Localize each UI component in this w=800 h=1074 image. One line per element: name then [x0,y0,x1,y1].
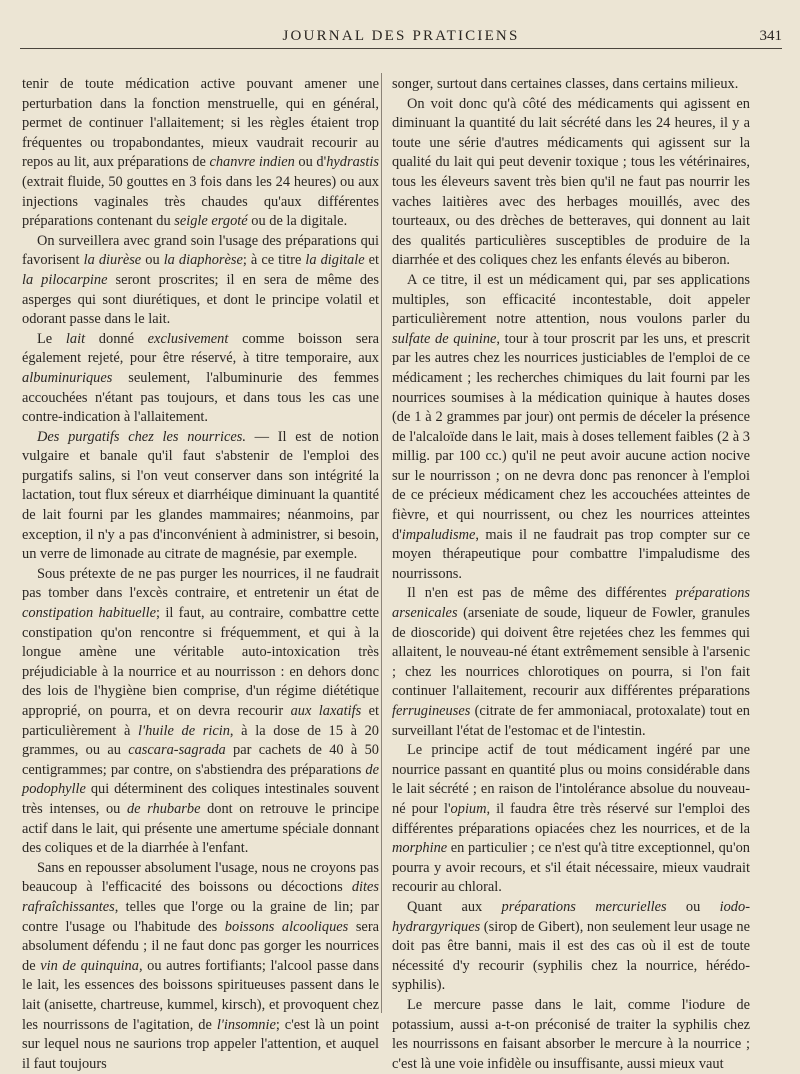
italic-text: lait [65,330,86,347]
italic-text: constipation habituelle [22,605,157,622]
text-run: seront proscrites; il en sera de même des asperges qui sont diurétiques, et dont le principe volatil et odorant passe dans le lait. [22,271,379,328]
page-header [20,26,782,49]
text-run: tenir de toute médication active pouvant amener une perturbation dans la fonction menstruelle, qui en général, permet de continuer l'allaitement; si les règles étaient trop fréquentes ou tropabondantes, mieux vaudrait recourir au repos au lit, aux préparations de [22,76,379,171]
italic-text: albuminuriques [22,369,113,386]
italic-text: ferrugineuses [392,703,471,719]
text-run: ou [666,898,720,915]
italic-text: aux laxatifs [290,703,362,719]
italic-text: préparations arsenicales [392,585,750,622]
paragraph [392,271,750,585]
paragraph [392,741,750,898]
italic-text: exclusivement [147,330,229,347]
page-number: 341 [759,28,782,44]
text-run: en particulier ; ce n'est qu'à titre exceptionnel, qu'on pourra y avoir recours, et s'il était nécessaire, mieux vaudrait recourir au chloral. [392,840,750,896]
paragraph [22,565,379,859]
paragraph [392,75,750,95]
left-column [22,75,379,1074]
text-run: comme boisson sera également rejeté, pour être réservé, à titre temporaire, aux [22,330,379,367]
text-run: sera absolument défendu ; il ne faut donc pas gorger les nourrices de [22,918,379,974]
italic-text: boissons alcooliques [224,918,349,935]
text-run: donné [85,330,148,347]
text-run: Sous prétexte de ne pas purger les nourrices, il ne faudrait pas tomber dans l'excès contraire, et entretenir un état de [22,565,379,602]
italic-text: impaludisme [401,526,476,543]
text-run: dont on retrouve le principe actif dans le lait, qui présente une amertume spéciale donnant des coliques et de la diarrhée à l'enfant. [22,800,379,857]
paragraph [392,95,750,271]
text-run: seulement, l'albuminurie des femmes accouchées n'étant pas toujours, et dans tous les cas une contre-indication à l'allaitement. [22,369,379,426]
text-run: (arseniate de soude, liqueur de Fowler, granules de dioscoride) qui doivent être rejetées chez les femmes qui allaitent, le nouveau-né étant extrêmement sensible à l'arsenic ; chez les nourrices chlorotiques on pourra, si l'on fait continuer l'allaitement, recourir aux différentes préparations [392,605,750,700]
italic-text: préparations mercurielles [501,898,667,915]
text-run: et particulièrement à [22,703,380,739]
paragraph [22,859,379,1074]
text-run: On surveillera avec grand soin l'usage des préparations qui favorisent [22,232,379,269]
paragraph [392,996,750,1074]
text-run: Sans en repousser absolument l'usage, nous ne croyons pas beaucoup à l'efficacité des boissons ou décoctions [22,859,379,896]
text-run: qui déterminent des coliques intestinales souvent très intenses, ou [22,781,379,817]
italic-text: la diaphorèse [163,252,243,269]
text-run: ou d' [294,154,327,171]
italic-text: la digitale [305,252,365,269]
text-run: Il n'en est pas de même des différentes [407,585,676,602]
italic-text: sulfate de quinine [392,330,497,347]
italic-text: de podophylle [22,761,379,798]
text-run: On voit donc qu'à côté des médicaments qui agissent en diminuant la quantité du lait sécrété dans les 24 heures, il y a toute une série d'autres médicaments qui agissent sur la qualité du lait qui peut devenir toxique ; tous les vétérinaires, tous les éleveurs savent très bien qu'il ne faut pas nourrir les vaches laitières avec des herbages mouillés, avec des tourteaux, ou des drèches de betteraves, qui donnent au lait des qualités particulières susceptibles de produire de la diarrhée et des coliques chez les enfants élevés au biberon. [392,95,750,269]
text-run: et [364,252,380,269]
paragraph [22,428,379,565]
text-run: (sirop de Gibert), non seulement leur usage ne doit pas être banni, mais il est des cas où il est de toute nécessité d'y recourir (syphilis chez la nourrice, hérédo-syphilis). [392,918,750,994]
text-run: ; à ce titre [242,252,306,269]
text-run: , telles que l'orge ou la graine de lin; par contre l'usage ou l'habitude des [22,898,379,935]
text-run: (citrate de fer ammoniacal, protoxalate) tout en surveillant l'état de l'estomac et de l'intestin. [392,703,750,739]
text-run: ; c'est là un point sur lequel nous ne saurions trop appeler l'attention, et auquel il faut toujours [22,1016,379,1072]
text-run: , mais il ne faudrait pas trop compter sur ce moyen thérapeutique pour combattre l'impaludisme des nourrissons. [392,526,750,582]
italic-text: morphine [392,840,448,857]
italic-text: la diurèse [83,252,142,269]
italic-text: Des purgatifs chez les nourrices. [37,428,246,445]
paragraph [392,584,750,741]
text-run: par cachets de 40 à 50 centigrammes; par contre, on s'abstiendra des préparations [22,742,379,778]
text-run: Quant aux [407,898,502,915]
text-run: Le [37,330,66,347]
italic-text: dites rafraîchissantes [22,879,379,915]
text-run: (extrait fluide, 50 gouttes en 3 fois dans les 24 heures) ou aux injections vaginales très chaudes qu'aux différentes préparations contenant du [22,173,379,230]
italic-text: seigle ergoté [174,213,248,230]
italic-text: cascara-sagrada [128,742,226,759]
italic-text: l'insomnie [216,1016,276,1033]
text-run: — Il est de notion vulgaire et banale qu'il faut s'abstenir de l'emploi des purgatifs salins, si l'on veut conserver dans son intégrité la lactation, tout flux séreux et diarrhéique diminuant la quantité de lait fourni par les glandes mammaires; néanmoins, par exception, il n'y a pas d'inconvénient à administrer, si besoin, un verre de limonade au citrate de magnésie, par exemple. [22,428,379,563]
text-run: ; il faut, au contraire, combattre cette constipation qu'on rencontre si fréquemment, et qui à la longue amène une véritable auto-intoxication très préjudiciable à la nourrice et au nourrisson : en dehors donc des lois de l'hygiène bien comprise, d'un régime diététique approprié, on pourra, et on devra recourir [22,605,379,719]
text-run: , à la dose de 15 à 20 grammes, ou au [22,722,380,759]
right-column [392,75,750,1074]
paragraph [392,898,750,996]
running-title: JOURNAL DES PRATICIENS [282,28,520,44]
italic-text: iodo-hydrargyriques [392,898,750,935]
paragraph [22,232,379,330]
paragraph [22,330,379,428]
italic-text: chanvre indien [209,154,295,171]
italic-text: vin de quinquina [40,957,139,974]
text-run: Le principe actif de tout médicament ingéré par une nourrice passant en quantité plus ou moins considérable dans le lait sécrété ; en raison de l'intolérance absolue du nouveau-né pour l' [392,742,750,817]
text-run: Le mercure passe dans le lait, comme l'iodure de potassium, aussi a-t-on préconisé de traiter la syphilis chez les nourrissons en faisant absorber le mercure à la nourrice ; c'est là une voie infidèle ou insuffisante, aussi mieux vaut [392,996,750,1072]
text-run: , tour à tour proscrit par les uns, et prescrit par les autres chez les nourrices justiciables de l'emploi de ce médicament ; les recherches chimiques du lait fourni par les nourrices soumises à la médication quinique à hautes doses (de 1 à 2 grammes par jour) ont permis de déceler la présence de l'alcaloïde dans le lait, mais à doses tellement faibles (2 à 3 millig. par 100 cc.) qu'il ne peut avoir aucune action nocive sur le nourrisson ; on ne devra donc pas renoncer à l'emploi de ce précieux médicament chez les accouchées atteintes de fièvre, et qui nourrissent, ou chez les nourrices atteintes d' [392,330,751,543]
text-run: ou [141,252,164,269]
paragraph [22,75,379,232]
text-run: A ce titre, il est un médicament qui, par ses applications multiples, son efficacité incontestable, doit appeler particulièrement notre attention, nous voulons parler du [392,271,750,328]
italic-text: l'huile de ricin [138,722,230,739]
italic-text: la pilocarpine [22,271,108,288]
text-run: ou de la digitale. [247,213,348,230]
italic-text: hydrastis [326,154,379,171]
text-run: songer, surtout dans certaines classes, dans certains milieux. [392,76,739,92]
italic-text: de rhubarbe [126,800,201,817]
text-run: , il faudra être très réservé sur l'emploi des différentes préparations opiacées chez les nourrices, et de la [392,800,751,837]
column-divider [381,73,382,1013]
italic-text: opium [450,800,487,817]
text-run: , ou autres fortifiants; l'alcool passe dans le lait, les essences des boissons spiritueuses passent dans le lait (anisette, chartreuse, kummel, kirsch), et provoquent chez les nourrissons de l'agitation, de [22,957,379,1033]
